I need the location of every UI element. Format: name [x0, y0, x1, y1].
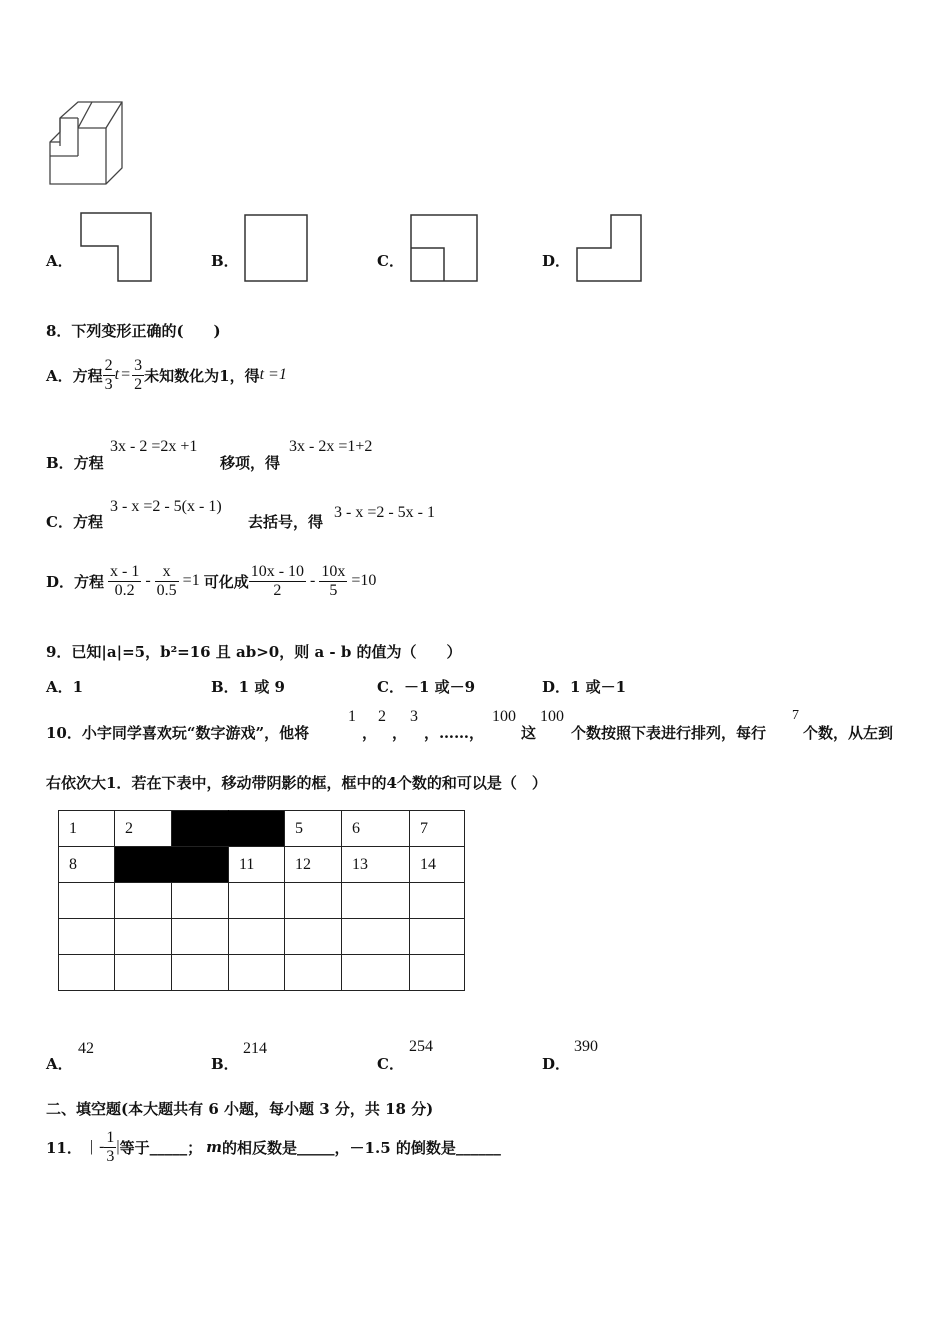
- table-cell: 11: [229, 847, 285, 883]
- q7-option-d-label: D．: [542, 252, 571, 270]
- q11-text: 的相反数是: [222, 1138, 298, 1157]
- q10-option-a-label: A．: [46, 1055, 73, 1073]
- shaded-cell: [115, 847, 172, 883]
- q8-d-text: 可化成: [203, 572, 249, 591]
- fraction: $\frac{10x - 10}{2}$: [250, 562, 305, 599]
- section-title: 二、填空题(本大题共有 6 小题，每小题 3 分，共 18 分): [46, 1100, 434, 1118]
- q8-c-expr: 3 - x =2 - 5(x - 1): [110, 498, 222, 515]
- q11: [46, 1124, 501, 1170]
- table-cell: [115, 955, 172, 991]
- table-cell: [229, 955, 285, 991]
- q8-option-d: [46, 556, 376, 606]
- table-cell: [59, 919, 115, 955]
- q11-text: ；: [187, 1138, 203, 1157]
- equals-sign: =1: [182, 572, 200, 589]
- table-row: [59, 811, 465, 847]
- q8-option-a: [46, 352, 287, 398]
- table-cell: [342, 883, 410, 919]
- shaded-cell: [172, 847, 229, 883]
- q10-option-d-label: D．: [542, 1055, 571, 1073]
- variable-t: t: [114, 366, 120, 383]
- q9-option-b: B．1 或 9: [211, 678, 285, 696]
- q11-text: 等于: [119, 1138, 150, 1157]
- step-shape-icon: [574, 212, 644, 284]
- number-grid-table: [58, 810, 465, 991]
- abs-bar: |: [116, 1138, 120, 1155]
- table-cell: 6: [342, 811, 410, 847]
- q8-b-result: 3x - 2x =1+2: [289, 438, 373, 455]
- q7-option-b-label: B．: [211, 252, 239, 270]
- q10-sep: ，: [362, 724, 378, 742]
- q10-n100b: 100: [540, 708, 564, 725]
- fraction: $\frac{3}{2}$: [134, 356, 143, 393]
- q11-number: 11．: [46, 1138, 82, 1157]
- table-cell: 5: [285, 811, 342, 847]
- table-cell: [172, 955, 229, 991]
- table-cell: [285, 955, 342, 991]
- q10-line2: 右依次大1．若在下表中，移动带阴影的框，框中的4个数的和可以是（ ）: [46, 774, 547, 792]
- q10-n100a: 100: [492, 708, 516, 725]
- fraction: $\frac{1}{3}$: [106, 1128, 115, 1165]
- q8-stem: 8．下列变形正确的( ): [46, 322, 221, 340]
- table-cell: [285, 919, 342, 955]
- q8-c-text: 去括号，得: [248, 513, 324, 531]
- table-cell: [172, 919, 229, 955]
- table-cell: 13: [342, 847, 410, 883]
- shaded-cell: [172, 811, 229, 847]
- table-cell: [410, 919, 465, 955]
- q8-a-result: t =1: [259, 366, 287, 383]
- table-row: [59, 883, 465, 919]
- table-cell: [410, 955, 465, 991]
- table-cell: [342, 919, 410, 955]
- table-cell: [59, 883, 115, 919]
- table-cell: 7: [410, 811, 465, 847]
- table-cell: [285, 883, 342, 919]
- q10-option-b-label: B．: [211, 1055, 239, 1073]
- q9-stem: 9．已知|a|=5，b²=16 且 ab>0，则 a - b 的值为（ ）: [46, 643, 462, 661]
- equals-sign: =: [121, 366, 131, 383]
- q10-n3: 3: [410, 708, 418, 725]
- table-row: [59, 919, 465, 955]
- table-cell: [115, 919, 172, 955]
- l-shape-icon: [78, 210, 154, 284]
- table-cell: 1: [59, 811, 115, 847]
- q11-text: ，－1.5 的倒数是: [334, 1138, 456, 1157]
- q10-n7: 7: [792, 708, 799, 723]
- table-cell: [59, 955, 115, 991]
- table-cell: 12: [285, 847, 342, 883]
- abs-bar: |: [89, 1138, 94, 1155]
- variable-m: m: [206, 1138, 223, 1156]
- table-cell: [410, 883, 465, 919]
- table-cell: [229, 883, 285, 919]
- shaded-cell: [229, 811, 285, 847]
- q7-option-a-label: A．: [46, 252, 73, 270]
- minus-sign: -: [310, 572, 316, 589]
- q9-option-d: D．1 或－1: [542, 678, 627, 696]
- table-row: [59, 955, 465, 991]
- minus-sign: -: [145, 572, 151, 589]
- q10-option-c-value: 254: [409, 1038, 433, 1055]
- fraction: $\frac{10x}{5}$: [321, 562, 346, 599]
- answer-blank[interactable]: _____: [149, 1138, 188, 1156]
- square-icon: [242, 212, 310, 284]
- q8-c-label: C．方程: [46, 513, 103, 531]
- answer-blank[interactable]: ______: [455, 1138, 501, 1156]
- q8-a-label: A．方程: [46, 366, 103, 385]
- q10-option-a-value: 42: [78, 1040, 94, 1057]
- q10-sep: ，……，: [424, 724, 485, 742]
- q8-c-result: 3 - x =2 - 5x - 1: [334, 504, 436, 521]
- q10-n2: 2: [378, 708, 386, 725]
- q8-b-label: B．方程: [46, 454, 104, 472]
- q7-option-c-label: C．: [377, 252, 404, 270]
- table-cell: [115, 883, 172, 919]
- answer-blank[interactable]: _____: [297, 1138, 335, 1156]
- table-cell: [229, 919, 285, 955]
- q10-line1-c: 个数，从左到: [803, 724, 894, 742]
- q8-b-expr: 3x - 2 =2x +1: [110, 438, 198, 455]
- equals-sign: =10: [351, 572, 377, 589]
- fraction: $\frac{2}{3}$: [104, 356, 113, 393]
- q9-option-a: A．1: [46, 678, 84, 696]
- q10-zhe: 这: [521, 724, 537, 742]
- minus-sign: -: [99, 1138, 105, 1155]
- fraction: $\frac{x}{0.5}$: [156, 562, 177, 599]
- q10-sep: ，: [392, 724, 408, 742]
- fraction: $\frac{x - 1}{0.2}$: [110, 562, 140, 599]
- table-row: [59, 847, 465, 883]
- q8-d-label: D．方程: [46, 572, 105, 591]
- table-cell: [342, 955, 410, 991]
- q9-option-c: C．－1 或－9: [377, 678, 476, 696]
- q10-line1-a: 10．小宇同学喜欢玩“数字游戏”，他将: [46, 724, 310, 742]
- q10-option-c-label: C．: [377, 1055, 404, 1073]
- q8-b-text: 移项，得: [220, 454, 281, 472]
- q8-a-text: 未知数化为1，得: [144, 366, 260, 385]
- table-cell: 14: [410, 847, 465, 883]
- step-solid-figure: [46, 98, 128, 190]
- square-with-inner-square-icon: [408, 212, 480, 284]
- q10-option-b-value: 214: [243, 1040, 267, 1057]
- table-cell: 8: [59, 847, 115, 883]
- table-cell: [172, 883, 229, 919]
- table-cell: 2: [115, 811, 172, 847]
- q10-line1-b: 个数按照下表进行排列，每行: [571, 724, 767, 742]
- q10-option-d-value: 390: [574, 1038, 598, 1055]
- q10-n1: 1: [348, 708, 356, 725]
